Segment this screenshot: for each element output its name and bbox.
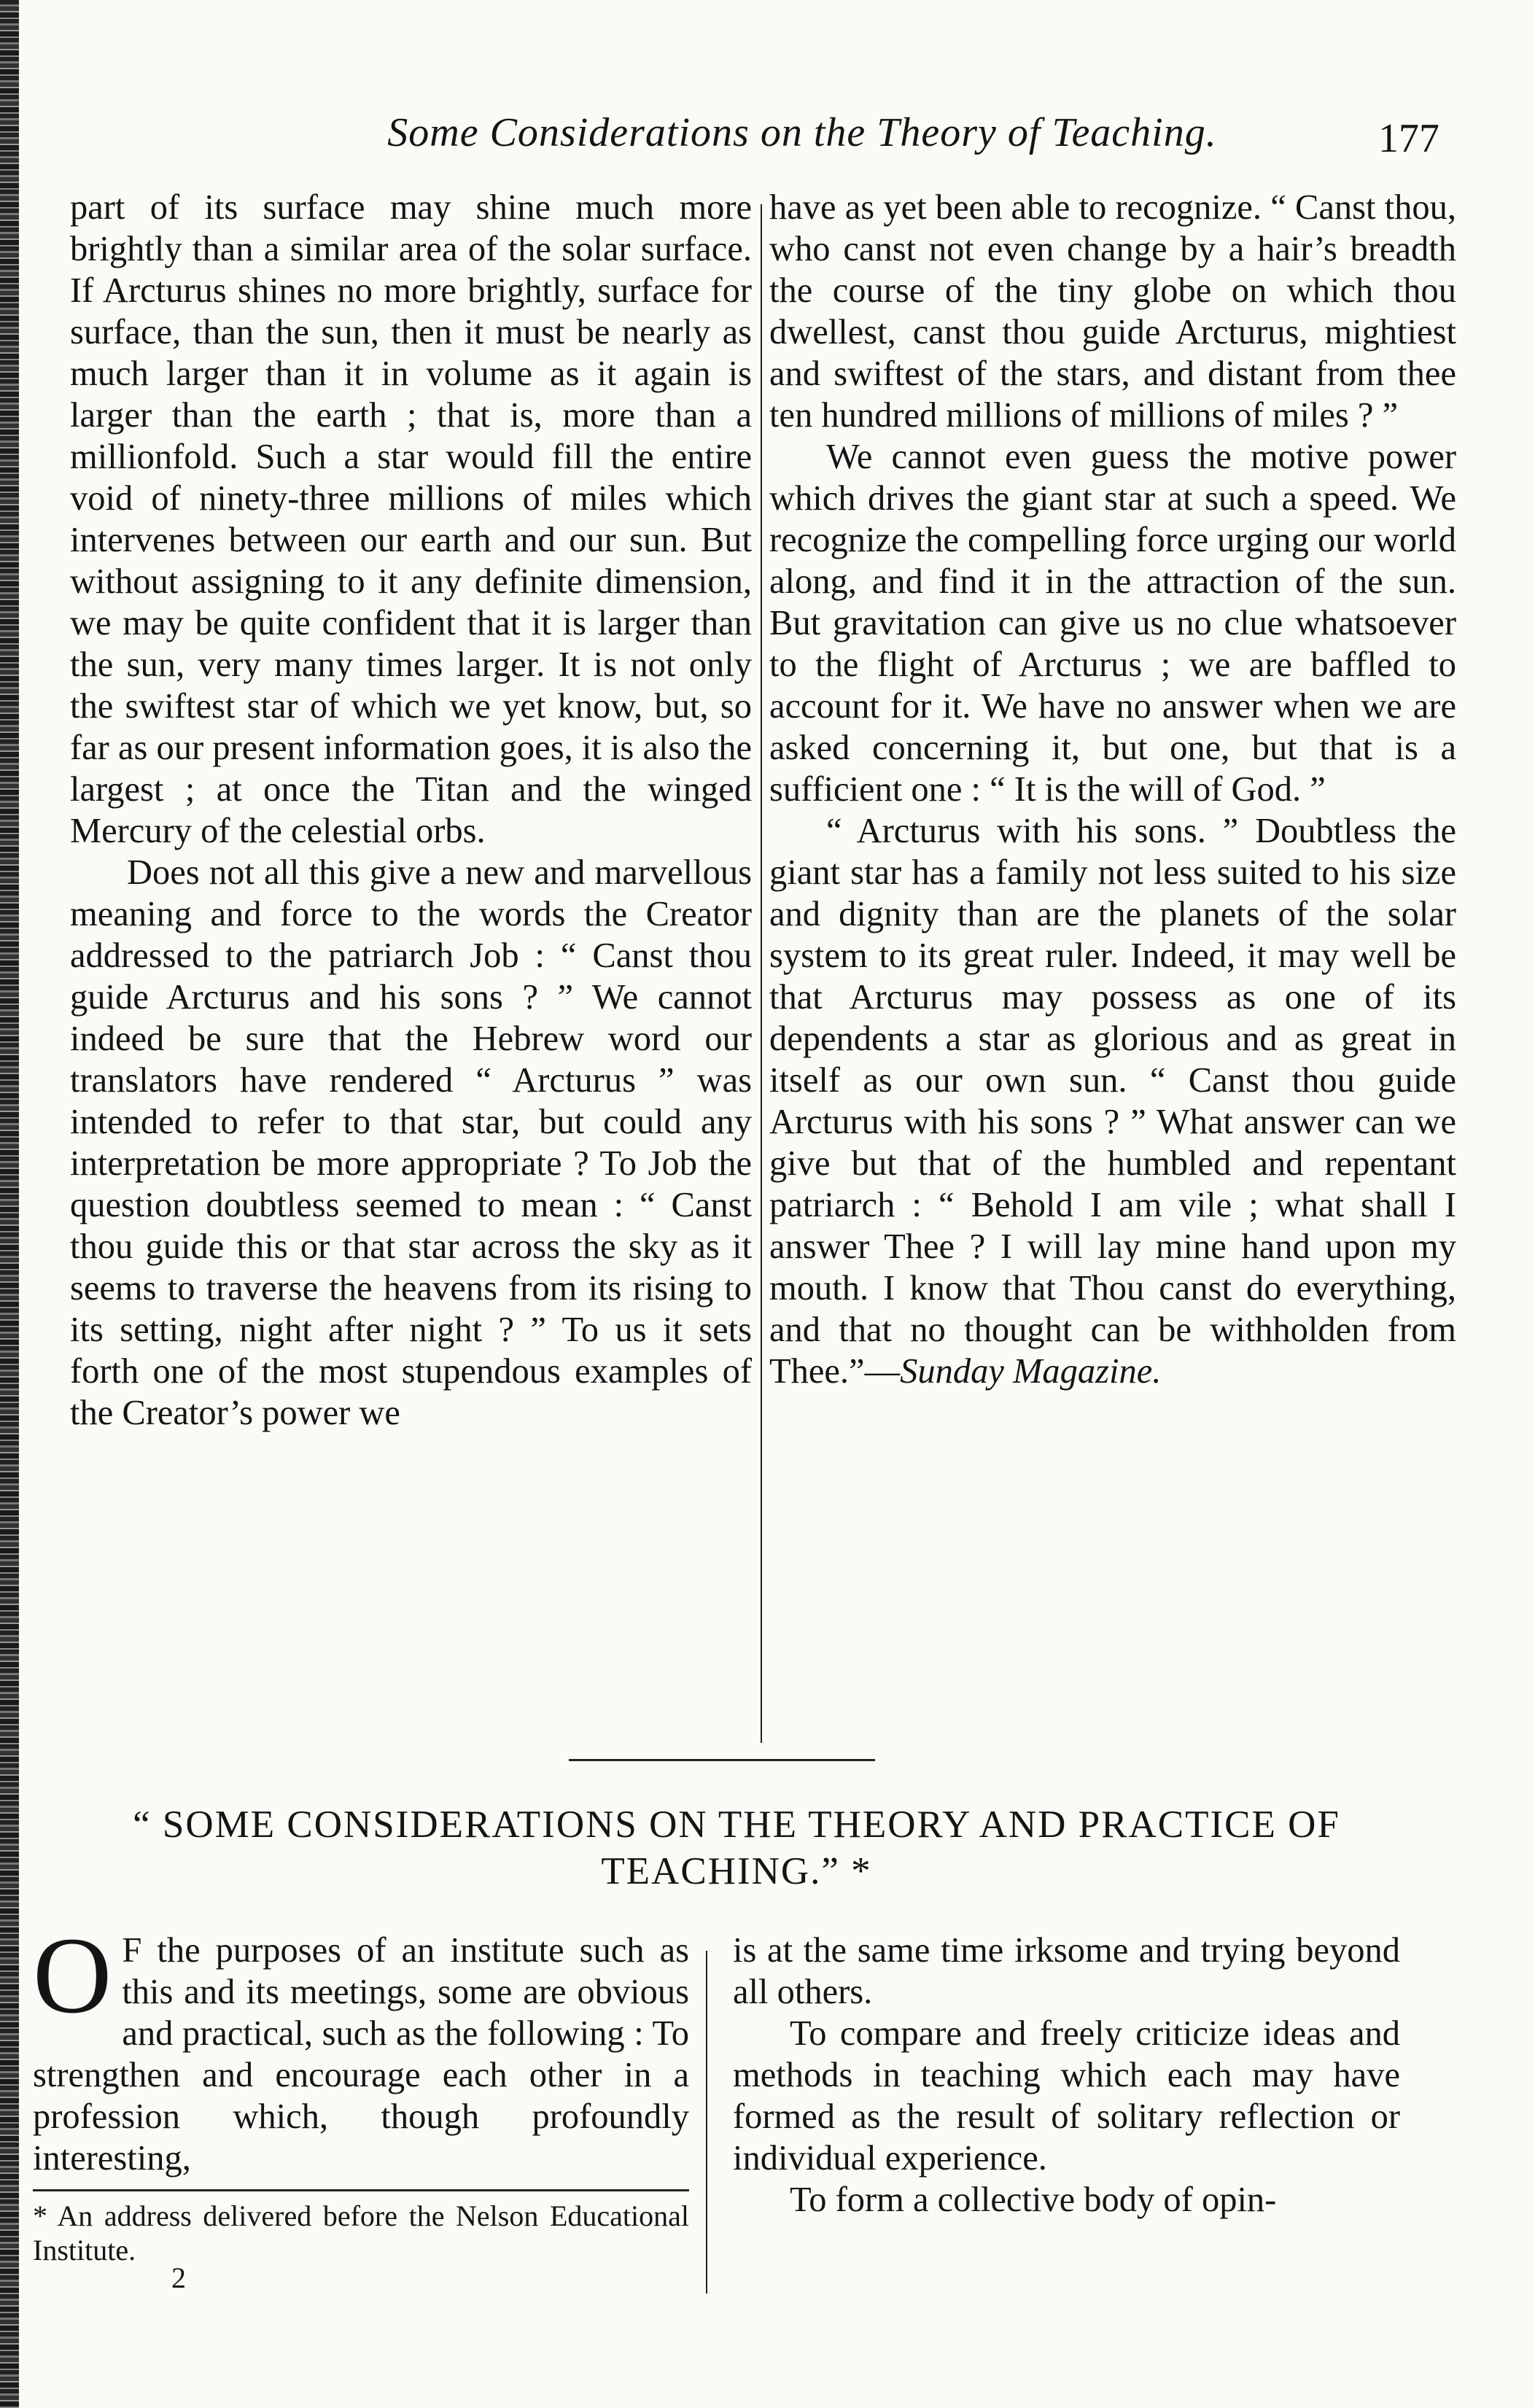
paragraph: To compare and freely criticize ideas and methods in teaching which each may have formed as the result of solitary reflection or individual experience. [733,2014,1400,2178]
column-2 [769,187,1456,1392]
drop-cap: O [33,1915,112,2036]
paragraph: To form a collective body of opin- [790,2180,1277,2219]
paragraph [33,1915,689,2179]
footnote: * An address delivered before the Nelson Educational Institute. [33,2199,689,2267]
running-head: Some Considerations on the Theory of Teaching. [387,110,1217,155]
column-1 [70,187,752,1434]
column-3 [33,1915,689,2267]
source-attribution: Sunday Magazine. [900,1352,1162,1391]
paragraph: have as yet been able to recognize. “ Canst thou, who canst not even change by a hair’s breadth the course of the tiny globe on which thou dwellest, canst thou guide Arcturus, mightiest and swiftest of the stars, and distant from thee ten hundred millions of millions of miles ? ” [769,188,1456,435]
column-4 [733,1930,1400,2221]
paragraph [769,810,1456,1392]
paragraph-text: “ Arcturus with his sons. ” Doubtless the giant star has a family not less suited to his size and dignity than are the planets of the solar system to its great ruler. Indeed, it may well be that Arcturus may possess as one of its dependents a star as glorious and as great in itself as our own sun. “ Canst thou guide Arcturus with his sons ? ” What answer can we give but that of the humbled and repentant patriarch : “ Behold I am vile ; what shall I answer Thee ? I will lay mine hand upon my mouth. I know that Thou canst do everything, and that no thought can be withholden from Thee.”— [769,812,1456,1391]
paragraph: is at the same time irksome and trying beyond all others. [733,1931,1400,2011]
page-number: 177 [1378,116,1439,161]
paragraph: part of its surface may shine much more brightly than a similar area of the solar surface. If Arcturus shines no more brightly, surface for surface, than the sun, then it must be nearly as much larger than it in volume as it again is larger than the earth ; that is, more than a millionfold. Such a star would fill the entire void of ninety-three millions of miles which intervenes between our earth and our sun. But without assigning to it any definite dimension, we may be quite confident that it is larger than the sun, very many times larger. It is not only the swiftest star of which we yet know, but, so far as our present information goes, it is also the largest ; at once the Titan and the winged Mercury of the celestial orbs. [70,188,752,850]
article-title: “ SOME CONSIDERATIONS ON THE THEORY AND PRACTICE OF TEACHING.” * [133,1803,1340,1892]
footnote-rule [33,2189,689,2191]
section-divider [569,1759,875,1761]
paragraph: Does not all this give a new and marvellous meaning and force to the words the Creator addressed to the patriarch Job : “ Canst thou guide Arcturus and his sons ? ” We cannot indeed be sure that the Hebrew word our translators have rendered “ Arcturus ” was intended to refer to that star, but could any interpretation be more appropriate ? To Job the question doubtless seemed to mean : “ Canst thou guide this or that star across the sky as it seems to traverse the heavens from its rising to its setting, night after night ? ” To us it sets forth one of the most stupendous examples of the Creator’s power we [70,853,752,1432]
paragraph: We cannot even guess the motive power which drives the giant star at such a speed. We recognize the compelling force urging our world along, and find it in the attraction of the sun. But gravitation can give us no clue whatsoever to the flight of Arcturus ; we are baffled to account for it. We have no answer when we are asked concerning it, but one, but that is a sufficient one : “ It is the will of God. ” [769,438,1456,809]
book-binding-edge [0,0,19,2408]
signature-mark: 2 [171,2261,186,2294]
column-divider [761,204,762,1743]
column-divider [706,1951,707,2294]
paragraph-text: F the purposes of an institute such as this and its meetings, some are obvious and practical, such as the following : To strengthen and encourage each other in a profession which, though profoundly interesting, [33,1931,689,2178]
